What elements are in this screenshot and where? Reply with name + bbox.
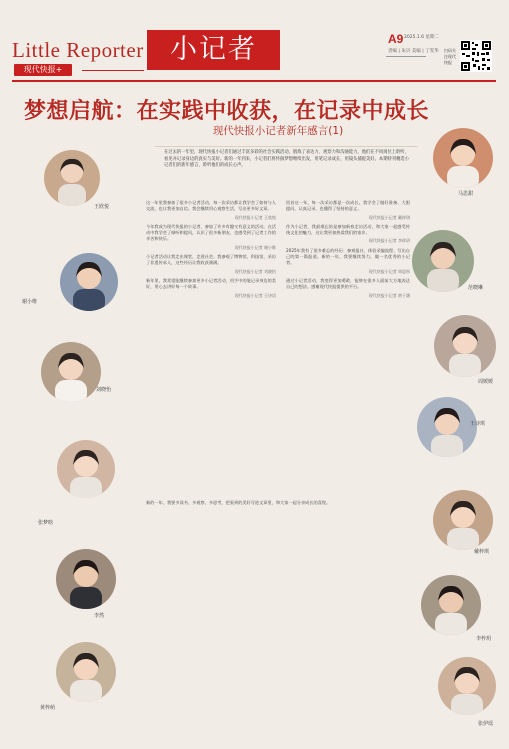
reporter-photo xyxy=(417,397,477,457)
byline: 现代快报小记者 刘晓怡 xyxy=(234,268,276,274)
paragraph: 小记者活动让我走出课堂，走进社会。我参观了博物馆、科技馆，采访了非遗传承人，这些经历让我收获满满。 xyxy=(146,254,276,266)
photo-caption: 李然 xyxy=(94,613,105,619)
portrait-icon xyxy=(421,575,481,635)
page-number: A9 xyxy=(388,32,404,46)
photo-caption: 马思甜 xyxy=(458,191,474,197)
reporter-photo xyxy=(57,440,115,498)
qr-code-icon[interactable] xyxy=(460,40,492,72)
portrait-icon xyxy=(433,490,493,550)
photo-caption: 谢小维 xyxy=(22,299,38,305)
paragraph: 这一年里我参加了很多小记者活动，每一次采访都让我学会了如何与人交流，也让我更加自信。我会继续用心观察生活，写出更多好文章。 xyxy=(146,200,276,212)
paragraph: 新的一年，我要多读书、多观察、多思考，把看到的美好写进文章里，和大家一起分享成长的喜悦。 xyxy=(146,500,331,505)
paragraph: 回首这一年，每一次采访都是一次成长。我学会了做好准备、大胆提问、认真记录，也懂得了坚持的意义。 xyxy=(286,200,410,212)
byline: 现代快报小记者 黄子涵 xyxy=(368,292,410,298)
photo-caption: 张伊瑶 xyxy=(478,721,494,727)
portrait-icon xyxy=(57,440,115,498)
article-headline: 梦想启航：在实践中收获，在记录中成长 xyxy=(24,99,430,124)
paragraph: 今年我成为现代快报的小记者，参加了许多有趣又有意义的活动。在活动中我学会了倾听和提问，认识了很多新朋友，也感受到了记者工作的辛苦和快乐。 xyxy=(146,223,276,242)
reporter-photo xyxy=(56,642,116,702)
byline: 现代快报小记者 戴梓琪 xyxy=(368,214,410,220)
byline: 现代快报小记者 王诗语 xyxy=(234,292,276,298)
article-column-3 xyxy=(146,500,410,506)
photo-caption: 周媛媛 xyxy=(478,379,494,385)
intro-divider xyxy=(155,146,418,147)
reporter-photo xyxy=(421,575,481,635)
byline: 现代快报小记者 周思彤 xyxy=(368,268,410,274)
portrait-icon xyxy=(434,315,496,377)
brand-chinese-badge: 现代快报+ xyxy=(14,64,72,76)
portrait-icon xyxy=(438,657,496,715)
photo-caption: 范晓琳 xyxy=(468,285,484,291)
paragraph: 通过小记者活动，我变得更加勇敢，能够在很多人面前大方地表达自己的想法。感谢现代快报提供的平台。 xyxy=(286,277,410,290)
portrait-icon xyxy=(433,128,493,188)
portrait-icon xyxy=(44,150,100,206)
byline: 现代快报小记者 李梓玥 xyxy=(368,238,410,244)
article-column-1 xyxy=(146,200,276,299)
photo-caption: 王诗琪 xyxy=(470,421,486,427)
portrait-icon xyxy=(56,549,116,609)
portrait-icon xyxy=(412,230,474,292)
portrait-icon xyxy=(417,397,477,457)
reporter-photo xyxy=(438,657,496,715)
photo-caption: 黄梓萌 xyxy=(40,705,56,711)
reporter-photo xyxy=(60,253,118,311)
article-column-2 xyxy=(286,200,410,299)
editor-credit: 责编 | 朱贝 美编 | 丁雯华 xyxy=(388,49,439,54)
reporter-photo xyxy=(56,549,116,609)
byline: 现代快报小记者 谢小维 xyxy=(234,244,276,250)
reporter-photo xyxy=(41,342,101,402)
photo-caption: 李梓玥 xyxy=(476,636,492,642)
paragraph: 2025年我有了很多难忘的经历：参观报社、体验采编流程、写出自己的第一篇报道。新的一年，我要继续努力，做一名优秀的小记者。 xyxy=(286,247,410,266)
article-subhead: 现代快报小记者新年感言(1) xyxy=(212,125,344,137)
portrait-icon xyxy=(56,642,116,702)
reporter-photo xyxy=(433,490,493,550)
portrait-icon xyxy=(41,342,101,402)
photo-caption: 刘晓怡 xyxy=(96,387,112,393)
reporter-photo xyxy=(433,128,493,188)
brand-english: Little Reporter xyxy=(12,38,144,62)
brand-rule xyxy=(82,70,144,71)
issue-date: 2025.1.6 星期二 xyxy=(404,35,439,40)
paragraph: 新年里，我希望能继续参加更多小记者活动，用手中的笔记录身边的美好，用心去讲好每一个故事。 xyxy=(146,277,276,290)
photo-caption: 戴梓琪 xyxy=(474,549,490,555)
byline: 现代快报小记者 王欣悦 xyxy=(234,214,276,220)
section-title: 小记者 xyxy=(147,30,280,70)
reporter-photo xyxy=(434,315,496,377)
qr-caption: 扫码关注现代快报 xyxy=(444,48,456,65)
reporter-photo xyxy=(412,230,474,292)
header-divider xyxy=(386,56,426,57)
photo-caption: 张梦晗 xyxy=(38,520,54,526)
photo-caption: 王欣悦 xyxy=(94,204,110,210)
header-red-rule xyxy=(12,80,496,82)
portrait-icon xyxy=(60,253,118,311)
page-header xyxy=(0,0,509,88)
reporter-photo xyxy=(44,150,100,206)
paragraph: 作为小记者，我最难忘的是参加新春走访活动，和大家一起感受传统文化的魅力，这让我更加热爱我们的家乡。 xyxy=(286,223,410,236)
article-intro: 在过去的一年里，现代快报小记者们通过丰富多彩的社会实践活动，锻炼了表达力、观察力和沟通能力，他们在不同岗位上聆听、看见并记录身边的真实与美好。新的一年到来，小记者们将怀揣梦想继续出发，用笔记录成长，用镜头捕捉美好。本期特刊精选小记者们的新年感言，聆听他们的成长心声。 xyxy=(164,150,409,168)
